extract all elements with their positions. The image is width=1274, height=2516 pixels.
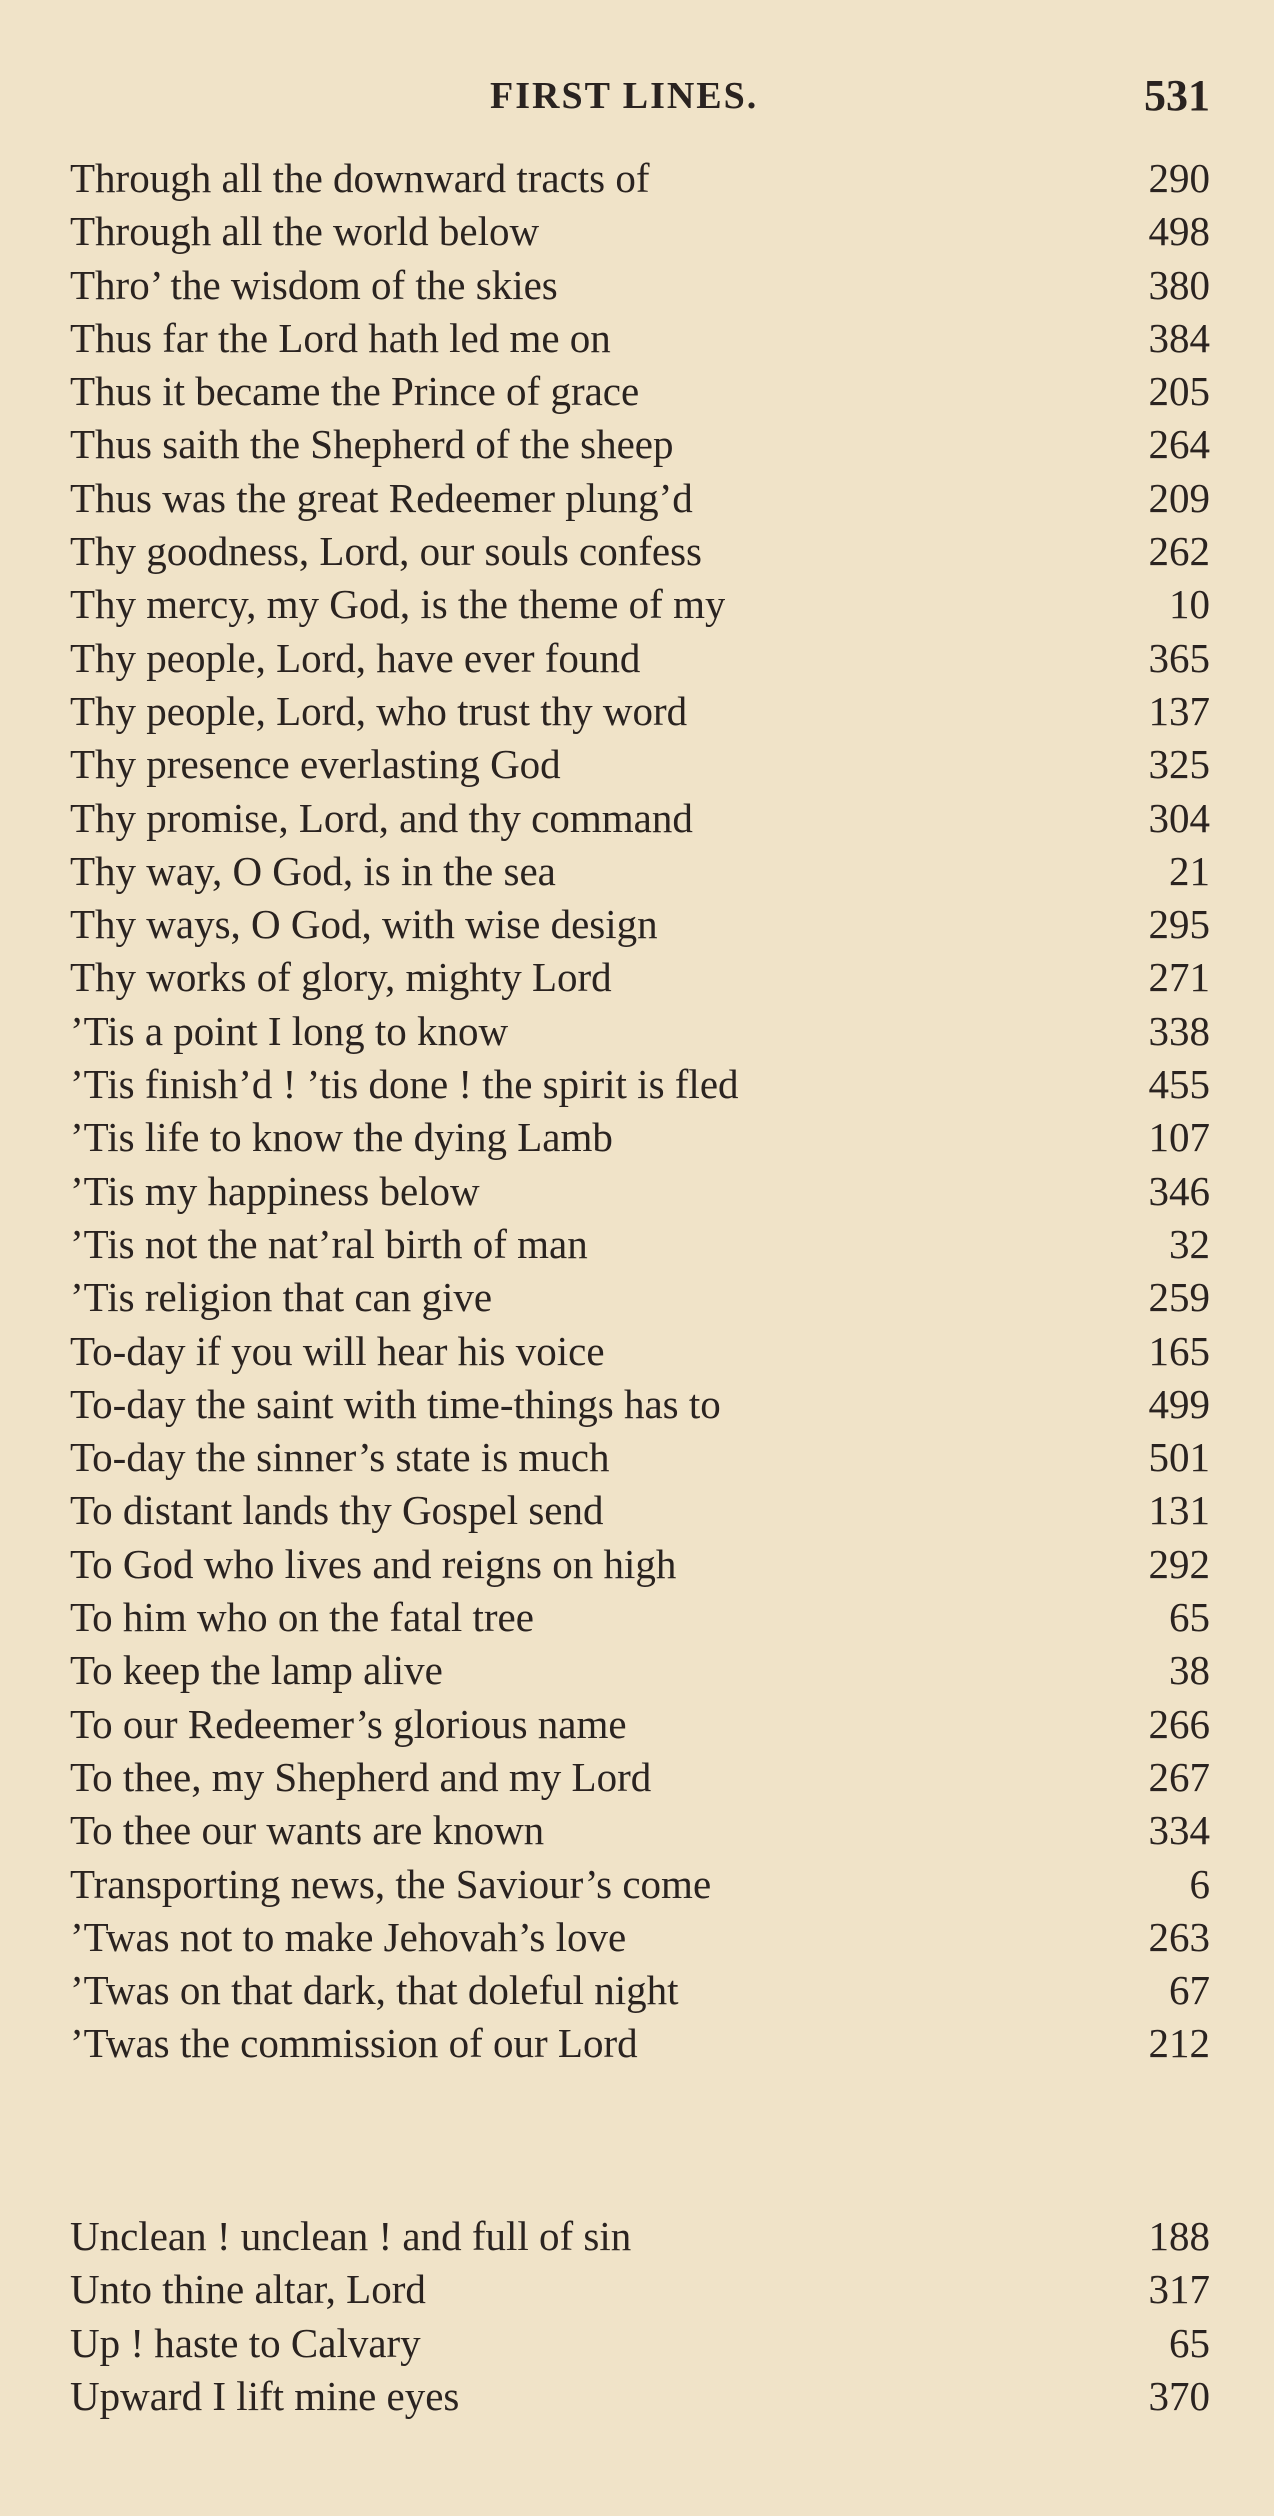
index-entry: [70, 2370, 1210, 2423]
hymn-number: 267: [1148, 1753, 1210, 1800]
index-entry: [70, 1911, 1210, 1964]
hymn-number: 380: [1148, 261, 1210, 308]
first-line-text: Through all the world below: [70, 208, 540, 255]
index-entry: [70, 951, 1210, 1004]
hymn-number: 165: [1148, 1327, 1210, 1374]
first-line-text: Thy people, Lord, who trust thy word: [70, 687, 688, 734]
index-entry: [70, 632, 1210, 685]
first-line-text: ’Tis life to know the dying Lamb: [70, 1114, 613, 1161]
index-entry: [70, 738, 1210, 791]
page-number: 531: [1144, 71, 1210, 120]
index-entry: [70, 1538, 1210, 1591]
index-entry: [70, 1751, 1210, 1804]
hymn-number: 137: [1148, 687, 1210, 734]
index-entry: [70, 1804, 1210, 1857]
hymn-number: 67: [1169, 1967, 1210, 2014]
hymn-number: 212: [1148, 2020, 1210, 2067]
index-entry: [70, 2210, 1210, 2263]
first-line-text: Unto thine altar, Lord: [70, 2266, 426, 2313]
hymn-number: 365: [1148, 634, 1210, 681]
first-lines-list-t: [70, 152, 1210, 2071]
hymn-number: 370: [1148, 2372, 1210, 2419]
hymn-number: 38: [1169, 1647, 1210, 1694]
first-line-text: To him who on the fatal tree: [70, 1594, 534, 1641]
hymn-number: 317: [1148, 2266, 1210, 2313]
first-line-text: Thus was the great Redeemer plung’d: [70, 474, 693, 521]
index-entry: [70, 365, 1210, 418]
hymn-number: 338: [1148, 1007, 1210, 1054]
index-entry: [70, 259, 1210, 312]
first-line-text: To God who lives and reigns on high: [70, 1540, 677, 1587]
hymn-number: 455: [1148, 1061, 1210, 1108]
index-entry: [70, 845, 1210, 898]
index-entry: [70, 472, 1210, 525]
index-entry: [70, 205, 1210, 258]
index-entry: [70, 2017, 1210, 2070]
first-line-text: Thus it became the Prince of grace: [70, 368, 640, 415]
hymn-number: 65: [1169, 1594, 1210, 1641]
first-line-text: Thy presence everlasting God: [70, 741, 561, 788]
index-entry: [70, 1431, 1210, 1484]
first-line-text: Up ! haste to Calvary: [70, 2319, 421, 2366]
first-line-text: To thee, my Shepherd and my Lord: [70, 1753, 652, 1800]
index-entry: [70, 1005, 1210, 1058]
index-entry: [70, 685, 1210, 738]
hymn-number: 292: [1148, 1540, 1210, 1587]
hymn-number: 304: [1148, 794, 1210, 841]
first-line-text: ’Tis religion that can give: [70, 1274, 493, 1321]
running-title: FIRST LINES.: [490, 75, 759, 117]
hymn-number: 501: [1148, 1434, 1210, 1481]
index-entry: [70, 1698, 1210, 1751]
hymn-number: 10: [1169, 581, 1210, 628]
index-entry: [70, 418, 1210, 471]
index-entry: [70, 1484, 1210, 1537]
hymn-number: 65: [1169, 2319, 1210, 2366]
hymn-number: 334: [1148, 1807, 1210, 1854]
first-line-text: Through all the downward tracts of: [70, 155, 650, 201]
first-line-text: Thro’ the wisdom of the skies: [70, 261, 558, 308]
first-line-text: To distant lands thy Gospel send: [70, 1487, 604, 1534]
first-line-text: Thus far the Lord hath led me on: [70, 314, 611, 361]
first-line-text: ’Tis a point I long to know: [70, 1007, 509, 1054]
first-line-text: ’Twas not to make Jehovah’s love: [70, 1913, 627, 1960]
page-header: [70, 66, 1210, 126]
hymn-number: 131: [1148, 1487, 1210, 1534]
first-lines-list-u: [70, 2210, 1210, 2423]
first-line-text: Thus saith the Shepherd of the sheep: [70, 421, 674, 468]
index-entry: [70, 898, 1210, 951]
index-entry: [70, 1325, 1210, 1378]
hymn-number: 264: [1148, 421, 1210, 468]
index-entry: [70, 525, 1210, 578]
hymn-number: 262: [1148, 528, 1210, 575]
hymn-number: 209: [1148, 474, 1210, 521]
index-entry: [70, 578, 1210, 631]
index-entry: [70, 2263, 1210, 2316]
hymn-number: 205: [1148, 368, 1210, 415]
first-line-text: Thy people, Lord, have ever found: [70, 634, 641, 681]
hymn-number: 259: [1148, 1274, 1210, 1321]
first-line-text: Transporting news, the Saviour’s come: [70, 1860, 712, 1907]
hymn-number: 32: [1169, 1220, 1210, 1267]
index-entry: [70, 1165, 1210, 1218]
hymn-number: 499: [1148, 1380, 1210, 1427]
first-line-text: To thee our wants are known: [70, 1807, 545, 1854]
first-line-text: Thy way, O God, is in the sea: [70, 847, 556, 894]
index-entry: [70, 1378, 1210, 1431]
index-entry: [70, 1644, 1210, 1697]
first-line-text: ’Tis not the nat’ral birth of man: [70, 1220, 588, 1267]
index-entry: [70, 1111, 1210, 1164]
first-line-text: ’Tis my happiness below: [70, 1167, 480, 1214]
hymn-number: 188: [1148, 2213, 1210, 2259]
first-line-text: Upward I lift mine eyes: [70, 2372, 460, 2419]
index-entry: [70, 1218, 1210, 1271]
first-line-text: To our Redeemer’s glorious name: [70, 1700, 627, 1747]
hymn-number: 271: [1148, 954, 1210, 1001]
hymn-number: 266: [1148, 1700, 1210, 1747]
hymn-number: 6: [1189, 1860, 1210, 1907]
index-entry: [70, 152, 1210, 205]
first-line-text: To-day if you will hear his voice: [70, 1327, 605, 1374]
hymn-number: 263: [1148, 1913, 1210, 1960]
first-line-text: Thy ways, O God, with wise design: [70, 901, 658, 948]
first-line-text: Thy goodness, Lord, our souls confess: [70, 528, 703, 575]
index-entry: [70, 312, 1210, 365]
first-line-text: To-day the saint with time-things has to: [70, 1380, 721, 1427]
hymn-number: 290: [1148, 155, 1210, 201]
hymn-number: 21: [1169, 847, 1210, 894]
first-line-text: ’Twas on that dark, that doleful night: [70, 1967, 679, 2014]
index-entry: [70, 1058, 1210, 1111]
first-line-text: To-day the sinner’s state is much: [70, 1434, 610, 1481]
first-line-text: To keep the lamp alive: [70, 1647, 443, 1694]
hymn-number: 498: [1148, 208, 1210, 255]
index-entry: [70, 1591, 1210, 1644]
index-entry: [70, 1964, 1210, 2017]
hymn-number: 295: [1148, 901, 1210, 948]
hymn-number: 346: [1148, 1167, 1210, 1214]
index-entry: [70, 1858, 1210, 1911]
index-entry: [70, 1271, 1210, 1324]
hymn-number: 384: [1148, 314, 1210, 361]
index-entry: [70, 2317, 1210, 2370]
hymn-number: 107: [1148, 1114, 1210, 1161]
first-line-text: Thy promise, Lord, and thy command: [70, 794, 693, 841]
first-line-text: Unclean ! unclean ! and full of sin: [70, 2213, 632, 2259]
first-line-text: ’Twas the commission of our Lord: [70, 2020, 638, 2067]
index-entry: [70, 792, 1210, 845]
first-line-text: Thy mercy, my God, is the theme of my: [70, 581, 726, 628]
first-line-text: Thy works of glory, mighty Lord: [70, 954, 612, 1001]
first-line-text: ’Tis finish’d ! ’tis done ! the spirit is fled: [70, 1061, 739, 1108]
hymn-number: 325: [1148, 741, 1210, 788]
